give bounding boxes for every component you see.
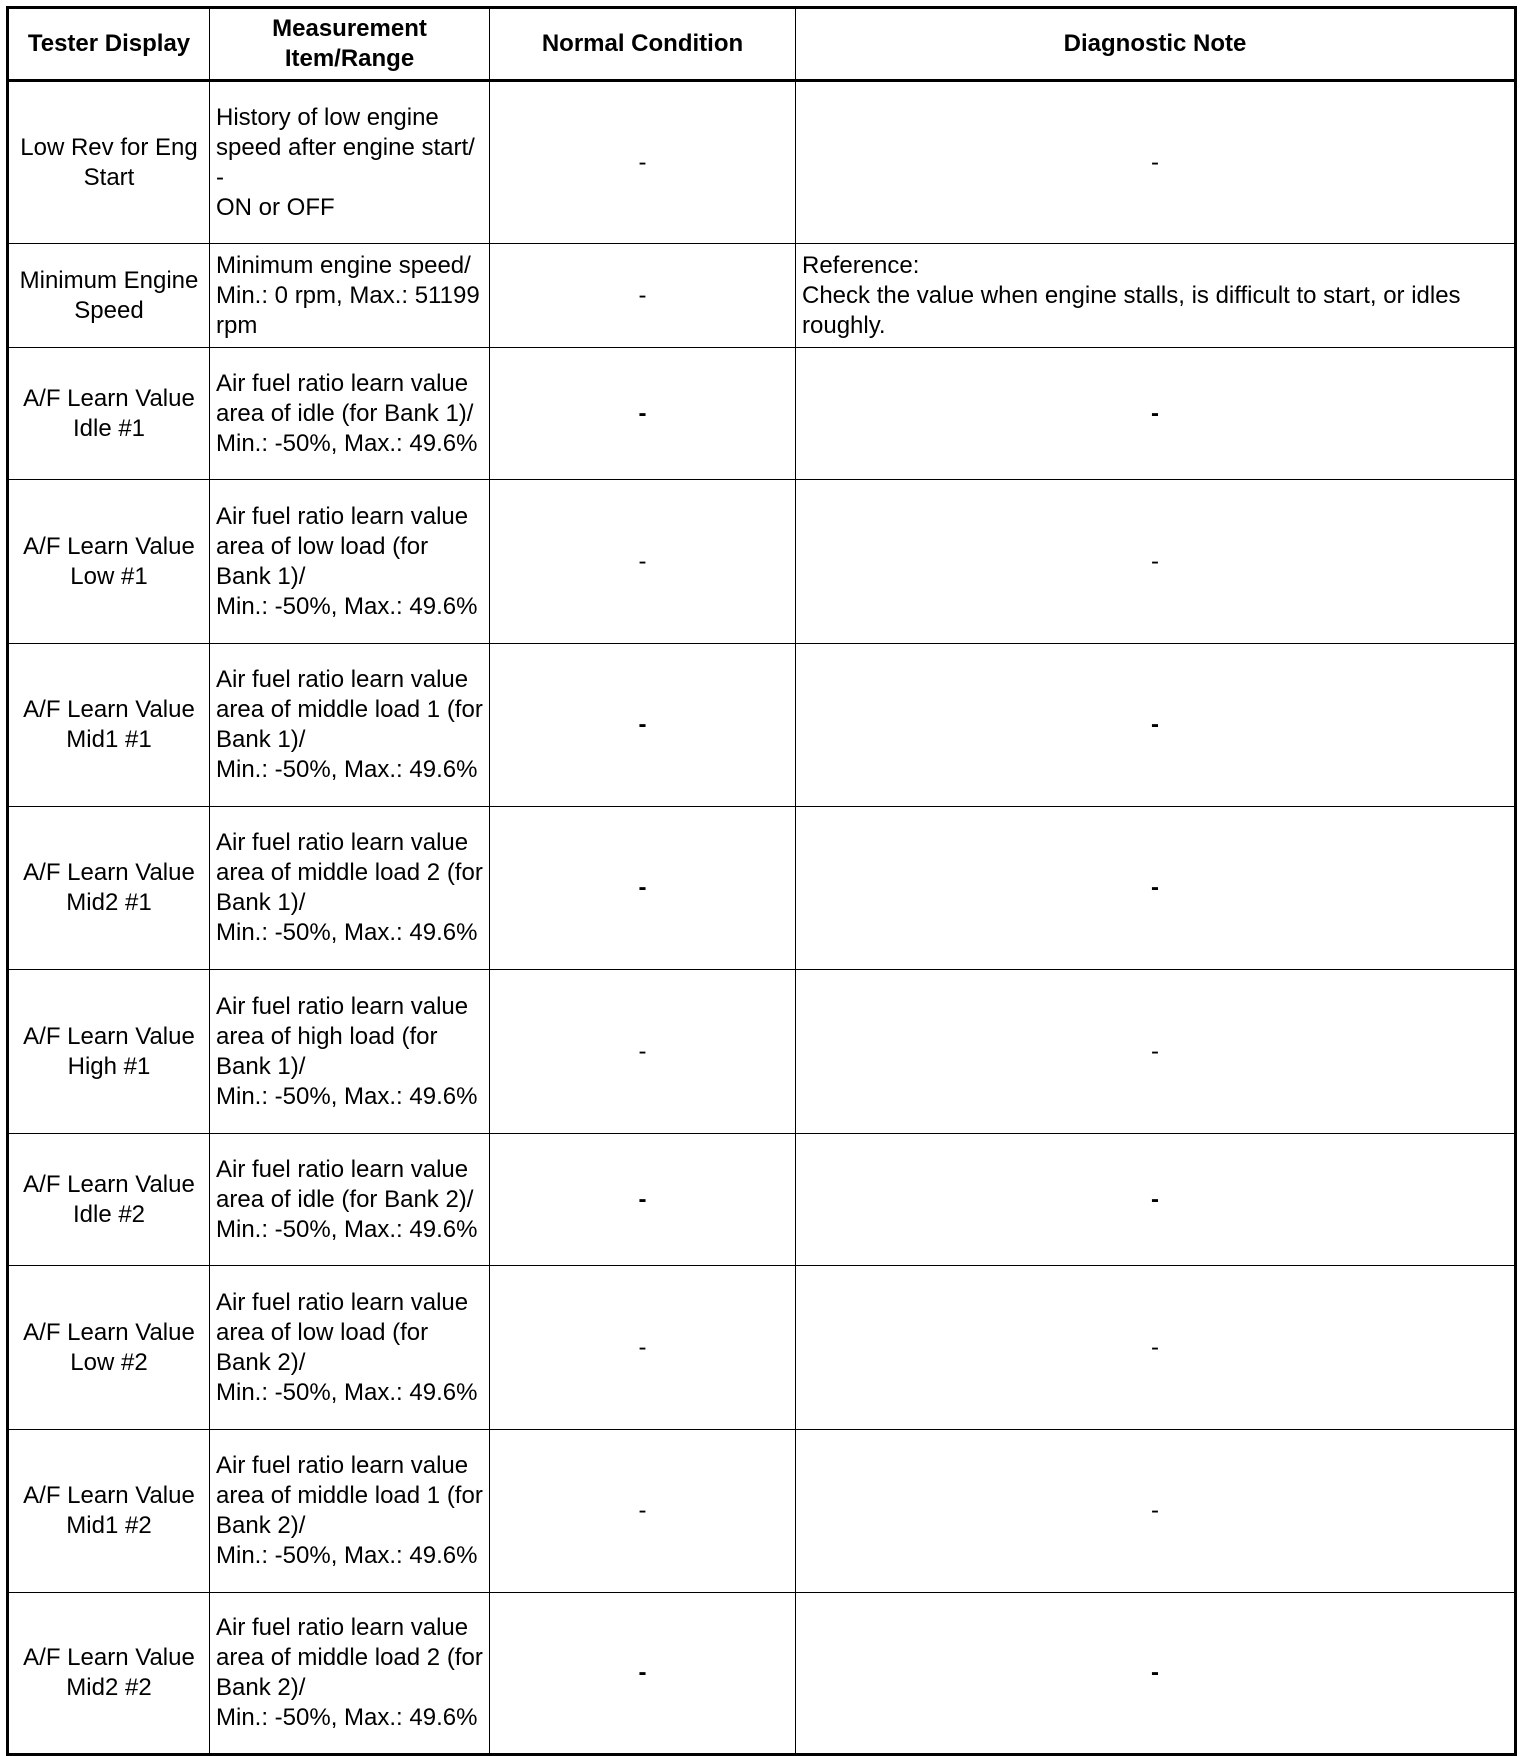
diagnostic-note-cell	[796, 244, 1516, 348]
normal-condition-cell: -	[490, 970, 796, 1134]
measurement-cell: Minimum engine speed/ Min.: 0 rpm, Max.: 51199 rpm	[210, 244, 490, 348]
table-row	[8, 970, 1516, 1134]
normal-condition-cell: -	[490, 1134, 796, 1266]
diagnostic-note-cell: -	[796, 1430, 1516, 1593]
table-row	[8, 348, 1516, 480]
tester-display-cell: A/F Learn Value High #1	[8, 970, 210, 1134]
diagnostic-note-cell: -	[796, 81, 1516, 244]
tester-display-cell: A/F Learn Value Mid1 #2	[8, 1430, 210, 1593]
measurement-cell: Air fuel ratio learn value area of low load (for Bank 1)/ Min.: -50%, Max.: 49.6%	[210, 480, 490, 644]
measurement-cell: Air fuel ratio learn value area of idle (for Bank 1)/ Min.: -50%, Max.: 49.6%	[210, 348, 490, 480]
normal-condition-cell: -	[490, 1430, 796, 1593]
tester-display-cell: Minimum Engine Speed	[8, 244, 210, 348]
header-row	[8, 8, 1516, 81]
diagnostic-note-cell: -	[796, 1134, 1516, 1266]
measurement-cell: Air fuel ratio learn value area of idle (for Bank 2)/ Min.: -50%, Max.: 49.6%	[210, 1134, 490, 1266]
tester-display-cell: A/F Learn Value Mid2 #1	[8, 807, 210, 970]
tester-display-cell: A/F Learn Value Low #1	[8, 480, 210, 644]
normal-condition-cell: -	[490, 1266, 796, 1430]
header-measurement-item: Measurement Item/Range	[210, 8, 490, 81]
header-normal-condition: Normal Condition	[490, 8, 796, 81]
tester-display-cell: A/F Learn Value Low #2	[8, 1266, 210, 1430]
normal-condition-cell: -	[490, 480, 796, 644]
diagnostic-note-cell: -	[796, 644, 1516, 807]
data-list-sheet	[6, 6, 1514, 1746]
table-row	[8, 244, 1516, 348]
normal-condition-cell: -	[490, 644, 796, 807]
tester-display-cell: Low Rev for Eng Start	[8, 81, 210, 244]
table-row	[8, 1593, 1516, 1755]
measurement-cell: Air fuel ratio learn value area of middle load 1 (for Bank 2)/ Min.: -50%, Max.: 49.6%	[210, 1430, 490, 1593]
diagnostic-note-cell: -	[796, 970, 1516, 1134]
table-row	[8, 81, 1516, 244]
measurement-cell: Air fuel ratio learn value area of middle load 2 (for Bank 1)/ Min.: -50%, Max.: 49.6%	[210, 807, 490, 970]
header-tester-display: Tester Display	[8, 8, 210, 81]
diagnostic-note-cell: -	[796, 480, 1516, 644]
table-row	[8, 1266, 1516, 1430]
measurement-cell: Air fuel ratio learn value area of middle load 2 (for Bank 2)/ Min.: -50%, Max.: 49.6%	[210, 1593, 490, 1755]
diagnostic-note-cell: -	[796, 348, 1516, 480]
tester-display-cell: A/F Learn Value Idle #1	[8, 348, 210, 480]
diagnostic-note-cell: -	[796, 807, 1516, 970]
measurement-cell: History of low engine speed after engine start/ - ON or OFF	[210, 81, 490, 244]
table-row	[8, 644, 1516, 807]
normal-condition-cell: -	[490, 807, 796, 970]
table-row	[8, 480, 1516, 644]
table-row	[8, 807, 1516, 970]
tester-display-cell: A/F Learn Value Idle #2	[8, 1134, 210, 1266]
measurement-cell: Air fuel ratio learn value area of low load (for Bank 2)/ Min.: -50%, Max.: 49.6%	[210, 1266, 490, 1430]
diagnostic-note-cell: -	[796, 1266, 1516, 1430]
header-diagnostic-note: Diagnostic Note	[796, 8, 1516, 81]
note-reference-text: Check the value when engine stalls, is difficult to start, or idles roughly.	[802, 281, 1461, 339]
table-row	[8, 1430, 1516, 1593]
table-row	[8, 1134, 1516, 1266]
normal-condition-cell: -	[490, 244, 796, 348]
data-list-table	[6, 6, 1517, 1756]
tester-display-cell: A/F Learn Value Mid1 #1	[8, 644, 210, 807]
tester-display-cell: A/F Learn Value Mid2 #2	[8, 1593, 210, 1755]
diagnostic-note-cell: -	[796, 1593, 1516, 1755]
measurement-cell: Air fuel ratio learn value area of middle load 1 (for Bank 1)/ Min.: -50%, Max.: 49.6%	[210, 644, 490, 807]
measurement-cell: Air fuel ratio learn value area of high load (for Bank 1)/ Min.: -50%, Max.: 49.6%	[210, 970, 490, 1134]
normal-condition-cell: -	[490, 81, 796, 244]
normal-condition-cell: -	[490, 1593, 796, 1755]
normal-condition-cell: -	[490, 348, 796, 480]
note-reference-label: Reference:	[802, 251, 920, 279]
